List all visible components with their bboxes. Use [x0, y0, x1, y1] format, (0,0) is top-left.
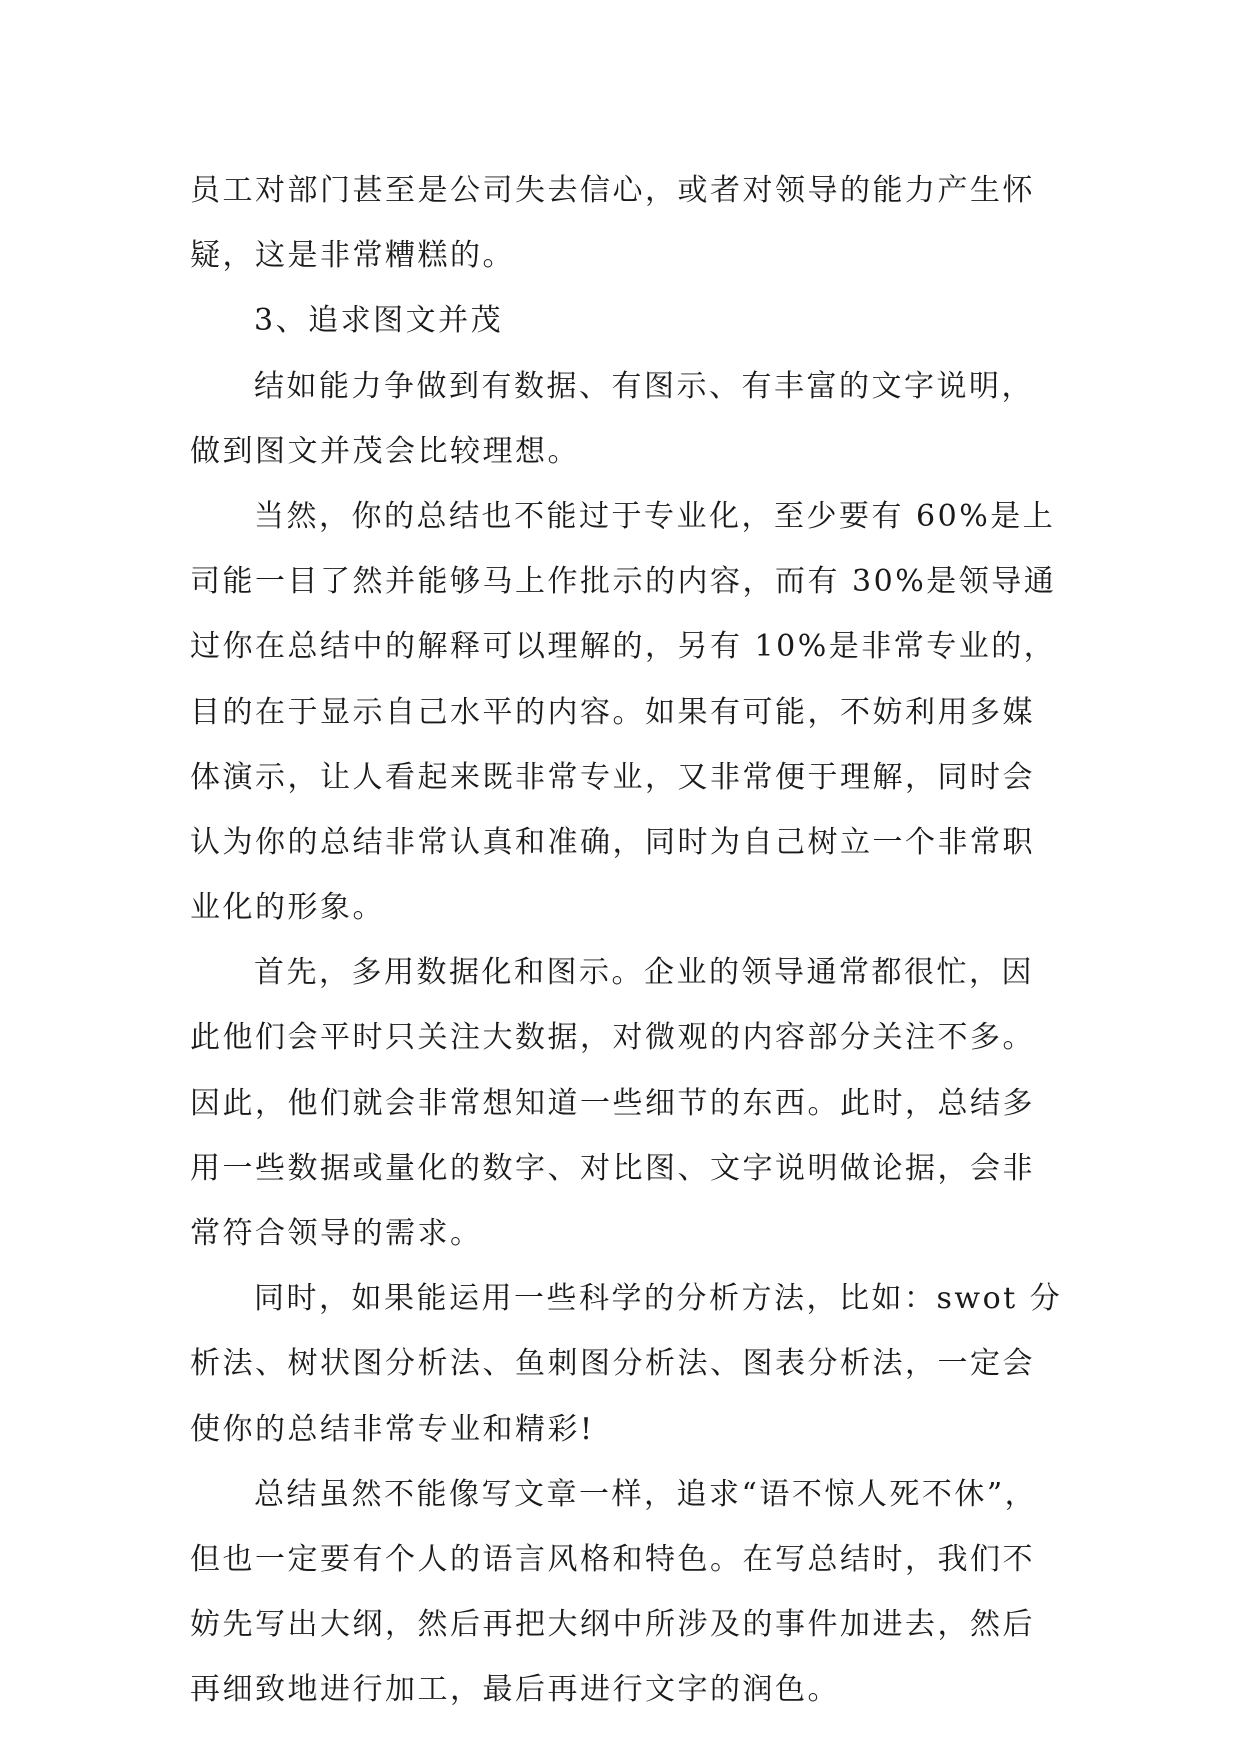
- document-body: [190, 158, 1063, 1723]
- text-line: 但也一定要有个人的语言风格和特色。在写总结时，我们不: [190, 1541, 1035, 1577]
- text-line: 首先，多用数据化和图示。企业的领导通常都很忙，因: [254, 955, 1034, 991]
- text-line: 结如能力争做到有数据、有图示、有丰富的文字说明，: [254, 368, 1034, 404]
- text-line: 3、追求图文并茂: [254, 303, 504, 339]
- text-line: 因此，他们就会非常想知道一些细节的东西。此时，总结多: [190, 1085, 1035, 1121]
- text-line: 认为你的总结非常认真和准确，同时为自己树立一个非常职: [190, 824, 1035, 860]
- text-line: 司能一目了然并能够马上作批示的内容，而有 30%是领导通: [190, 564, 1057, 600]
- text-line: 业化的形象。: [190, 890, 385, 926]
- text-line: 再细致地进行加工，最后再进行文字的润色。: [190, 1672, 840, 1708]
- text-line: 做到图文并茂会比较理想。: [190, 433, 580, 469]
- text-line: 常符合领导的需求。: [190, 1216, 483, 1251]
- text-line: 用一些数据或量化的数字、对比图、文字说明做论据，会非: [190, 1150, 1035, 1186]
- text-line: 使你的总结非常专业和精彩!: [190, 1411, 595, 1447]
- text-line: 当然，你的总结也不能过于专业化，至少要有 60%是上: [254, 498, 1056, 534]
- text-line: 妨先写出大纲，然后再把大纲中所涉及的事件加进去，然后: [190, 1607, 1035, 1643]
- text-line: 总结虽然不能像写文章一样，追求“语不惊人死不休”，: [254, 1476, 1038, 1512]
- text-line: 过你在总结中的解释可以理解的，另有 10%是非常专业的，: [190, 629, 1057, 665]
- text-line: 目的在于显示自己水平的内容。如果有可能，不妨利用多媒: [190, 694, 1035, 730]
- text-line: 员工对部门甚至是公司失去信心，或者对领导的能力产生怀: [190, 173, 1035, 208]
- text-line: 同时，如果能运用一些科学的分析方法，比如：swot 分: [254, 1281, 1063, 1317]
- text-line: 体演示，让人看起来既非常专业，又非常便于理解，同时会: [190, 759, 1035, 795]
- text-line: 此他们会平时只关注大数据，对微观的内容部分关注不多。: [190, 1020, 1035, 1056]
- text-line: 析法、树状图分析法、鱼刺图分析法、图表分析法，一定会: [190, 1346, 1035, 1382]
- text-line: 疑，这是非常糟糕的。: [190, 238, 515, 274]
